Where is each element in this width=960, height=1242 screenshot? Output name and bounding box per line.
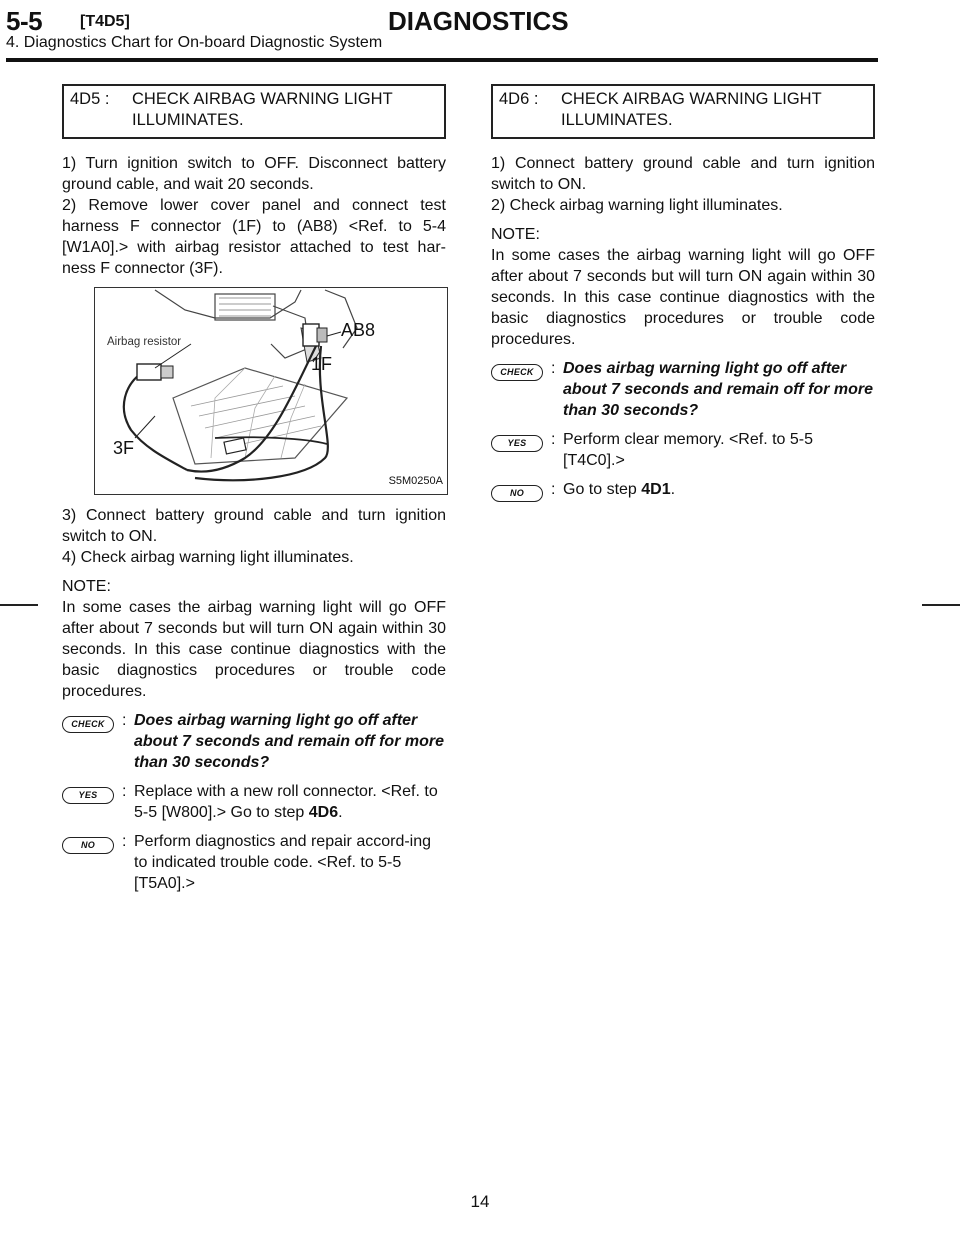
3f-label: 3F (113, 438, 135, 458)
no-action: Go to step 4D1. (563, 481, 676, 498)
yes-action: Replace with a new roll connector. <Ref. to 5-5 [W800].> Go to step 4D6. (134, 783, 438, 821)
figure-caption: S5M0250A (388, 475, 443, 487)
connector-figure (94, 287, 448, 495)
section-subtitle: 4. Diagnostics Chart for On-board Diagnostic System (6, 34, 383, 51)
instruction-line: 1) Turn ignition switch to OFF. Disconnect battery ground cable, and wait 20 seconds. (62, 155, 446, 193)
step-link-4d1: 4D1 (641, 481, 671, 498)
note-label: NOTE: (491, 226, 540, 243)
yes-row: YES : Replace with a new roll connector. <Ref. to 5-5 [W800].> Go to step 4D6. (62, 781, 446, 823)
check-icon: CHECK (491, 364, 543, 381)
check-question: Does airbag warning light go off after about 7 seconds and remain off for more than 30 seconds? (134, 712, 444, 771)
no-row: NO : Perform diagnostics and repair accord-ing to indicated trouble code. <Ref. to 5-5 [T5A0].> (62, 831, 446, 894)
note-block (491, 224, 875, 350)
instructions (491, 153, 875, 216)
step-link-4d6: 4D6 (308, 804, 339, 821)
yes-action: Perform clear memory. <Ref. to 5-5 [T4C0].> (563, 431, 813, 469)
check-question: Does airbag warning light go off after about 7 seconds and remain off for more than 30 seconds? (563, 360, 873, 419)
no-row: NO : Go to step 4D1. (491, 479, 875, 502)
step-title: CHECK AIRBAG WARNING LIGHT ILLUMINATES. (132, 90, 393, 129)
instruction-line: 2) Check airbag warning light illuminates. (491, 197, 783, 214)
note-text: In some cases the airbag warning light will go OFF after about 7 seconds but will turn ON again within 30 seconds. In this case continue diagnostics with the basic diagnostics procedures or trouble code procedures. (62, 599, 446, 700)
step-code: 4D5 : (70, 90, 110, 108)
note-label: NOTE: (62, 578, 111, 595)
yes-icon: YES (491, 435, 543, 452)
airbag-resistor-label: Airbag resistor (107, 336, 182, 348)
no-icon: NO (491, 485, 543, 502)
note-text: In some cases the airbag warning light will go OFF after about 7 seconds but will turn ON again within 30 seconds. In this case continue diagnostics with the basic diagnostics procedures or trouble code procedures. (491, 247, 875, 348)
right-margin-mark (922, 604, 960, 606)
connector-illustration (95, 288, 447, 494)
instruction-line: 3) Connect battery ground cable and turn ignition switch to ON. (62, 507, 446, 545)
step-code: 4D6 : (499, 90, 539, 108)
section-title: DIAGNOSTICS (388, 6, 569, 36)
page-number: 14 (470, 1192, 490, 1211)
section-number: 5-5 (6, 6, 43, 36)
ab8-label: AB8 (341, 320, 376, 340)
step-title: CHECK AIRBAG WARNING LIGHT ILLUMINATES. (561, 90, 822, 129)
1f-label: 1F (311, 354, 333, 374)
no-action: Perform diagnostics and repair accord-ing to indicated trouble code. <Ref. to 5-5 [T5A0].> (134, 833, 432, 892)
header-rule (6, 58, 878, 62)
instructions-continued (62, 505, 446, 568)
left-margin-mark (0, 604, 38, 606)
yes-row: YES : Perform clear memory. <Ref. to 5-5 [T4C0].> (491, 429, 875, 471)
note-block (62, 576, 446, 702)
no-icon: NO (62, 837, 114, 854)
left-column (62, 84, 446, 902)
check-row: CHECK : Does airbag warning light go off after about 7 seconds and remain off for more than 30 seconds? (491, 358, 875, 421)
instruction-line: 2) Remove lower cover panel and connect test harness F connector (1F) to (AB8) <Ref. to 5-4 [W1A0].> with airbag resistor attached to test har-ness F connector (3F). (62, 197, 446, 277)
right-column (491, 84, 875, 510)
check-row: CHECK : Does airbag warning light go off after about 7 seconds and remain off for more than 30 seconds? (62, 710, 446, 773)
section-code: [T4D5] (80, 13, 130, 30)
check-icon: CHECK (62, 716, 114, 733)
instructions (62, 153, 446, 279)
step-box-4d5 (62, 84, 446, 139)
step-box-4d6 (491, 84, 875, 139)
page-header (6, 4, 876, 51)
instruction-line: 4) Check airbag warning light illuminates. (62, 549, 354, 566)
yes-icon: YES (62, 787, 114, 804)
instruction-line: 1) Connect battery ground cable and turn ignition switch to ON. (491, 155, 875, 193)
